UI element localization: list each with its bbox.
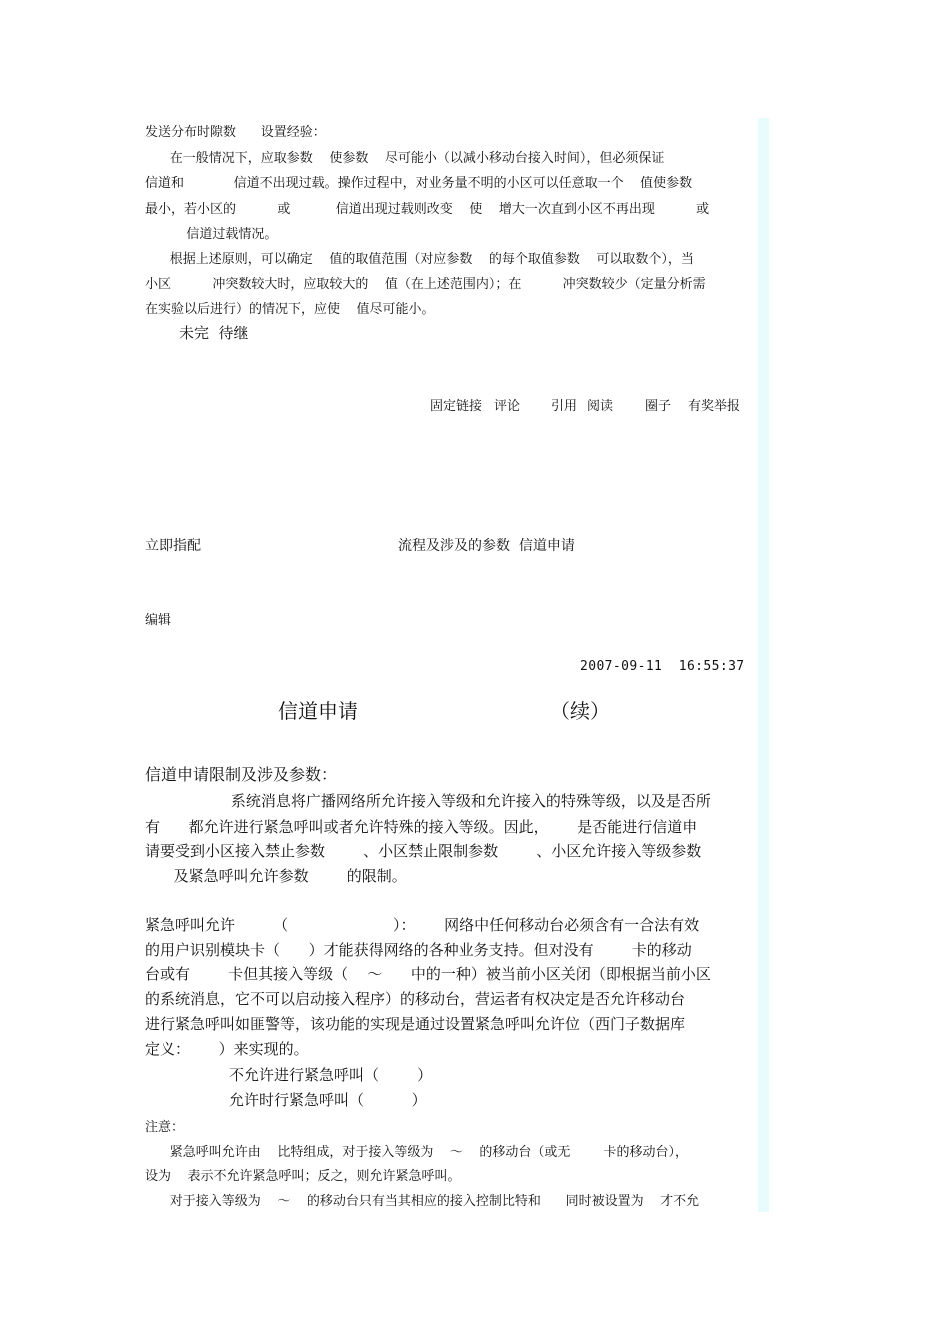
to-be-continued: 未完 待继: [179, 324, 249, 342]
text-line: 在实验以后进行）的情况下，应使 值尽可能小。: [145, 302, 435, 317]
paragraph-line: 台或有 卡但其接入等级（ ～ 中的一种）被当前小区关闭（即根据当前小区: [145, 965, 711, 983]
quote-link[interactable]: 引用: [551, 399, 578, 414]
option-line: 不允许进行紧急呼叫（ ）: [229, 1066, 433, 1084]
text-line: 最小，若小区的 或 信道出现过载则改变 使 增大一次直到小区不再出现 或: [145, 202, 710, 217]
text-line: 根据上述原则，可以确定 值的取值范围（对应参数 的每个取值参数 可以取数个），当: [145, 252, 694, 267]
comment-link[interactable]: 评论: [494, 399, 521, 414]
circle-link[interactable]: 圈子: [645, 399, 672, 414]
paragraph-line: 进行紧急呼叫如匪警等，该功能的实现是通过设置紧急呼叫允许位（西门子数据库: [145, 1015, 686, 1033]
post-timestamp: 2007-09-11 16:55:37: [580, 659, 745, 674]
text-line: 信道过载情况。: [145, 227, 278, 242]
note-label: 注意：: [145, 1120, 185, 1135]
page-side-bar: [758, 118, 769, 1212]
edit-link[interactable]: 编辑: [145, 613, 172, 628]
read-link[interactable]: 阅读: [587, 399, 614, 414]
section-heading: 信道申请限制及涉及参数：: [145, 765, 338, 784]
note-line: 对于接入等级为 ～ 的移动台只有当其相应的接入控制比特和 同时被设置为 才不允: [145, 1194, 700, 1209]
option-line: 允许时行紧急呼叫（ ）: [229, 1091, 427, 1109]
paragraph-line: 的系统消息，它不可以启动接入程序）的移动台，营运者有权决定是否允许移动台: [145, 990, 686, 1008]
text-line: 小区 冲突数较大时，应取较大的 值（在上述范围内）；在 冲突数较少（定量分析需: [145, 277, 706, 292]
paragraph-line: 有 都允许进行紧急呼叫或者允许特殊的接入等级。因此， 是否能进行信道申: [145, 818, 698, 836]
paragraph-line: 及紧急呼叫允许参数 的限制。: [145, 867, 407, 885]
note-line: 设为 表示不允许紧急呼叫；反之，则允许紧急呼叫。: [145, 1169, 461, 1184]
note-line: 紧急呼叫允许由 比特组成，对于接入等级为 ～ 的移动台（或无 卡的移动台），: [145, 1145, 688, 1160]
paragraph-line: 系统消息将广播网络所允许接入等级和允许接入的特殊等级，以及是否所: [145, 792, 711, 810]
permalink-link[interactable]: 固定链接: [430, 399, 483, 414]
paragraph-line: 紧急呼叫允许 （ ）： 网络中任何移动台必须含有一合法有效: [145, 916, 700, 934]
prev-post-link[interactable]: 立即指配: [145, 538, 201, 554]
report-link[interactable]: 有奖举报: [688, 399, 741, 414]
text-line: 在一般情况下，应取参数 使参数 尽可能小（以减小移动台接入时间），但必须保证: [145, 151, 665, 166]
paragraph-line: 定义： ）来实现的。: [145, 1040, 309, 1058]
paragraph-line: 的用户识别模块卡（ ）才能获得网络的各种业务支持。但对没有 卡的移动: [145, 941, 692, 959]
article-title: 信道申请: [278, 699, 358, 723]
text-line: 信道和 信道不出现过载。操作过程中，对业务量不明的小区可以任意取一个 值使参数: [145, 176, 693, 191]
text-line: 发送分布时隙数 设置经验：: [145, 125, 326, 140]
paragraph-line: 请要受到小区接入禁止参数 、小区禁止限制参数 、小区允许接入等级参数: [145, 842, 702, 860]
article-title-suffix: （续）: [550, 699, 610, 723]
next-post-link[interactable]: 流程及涉及的参数 信道申请: [398, 538, 575, 554]
